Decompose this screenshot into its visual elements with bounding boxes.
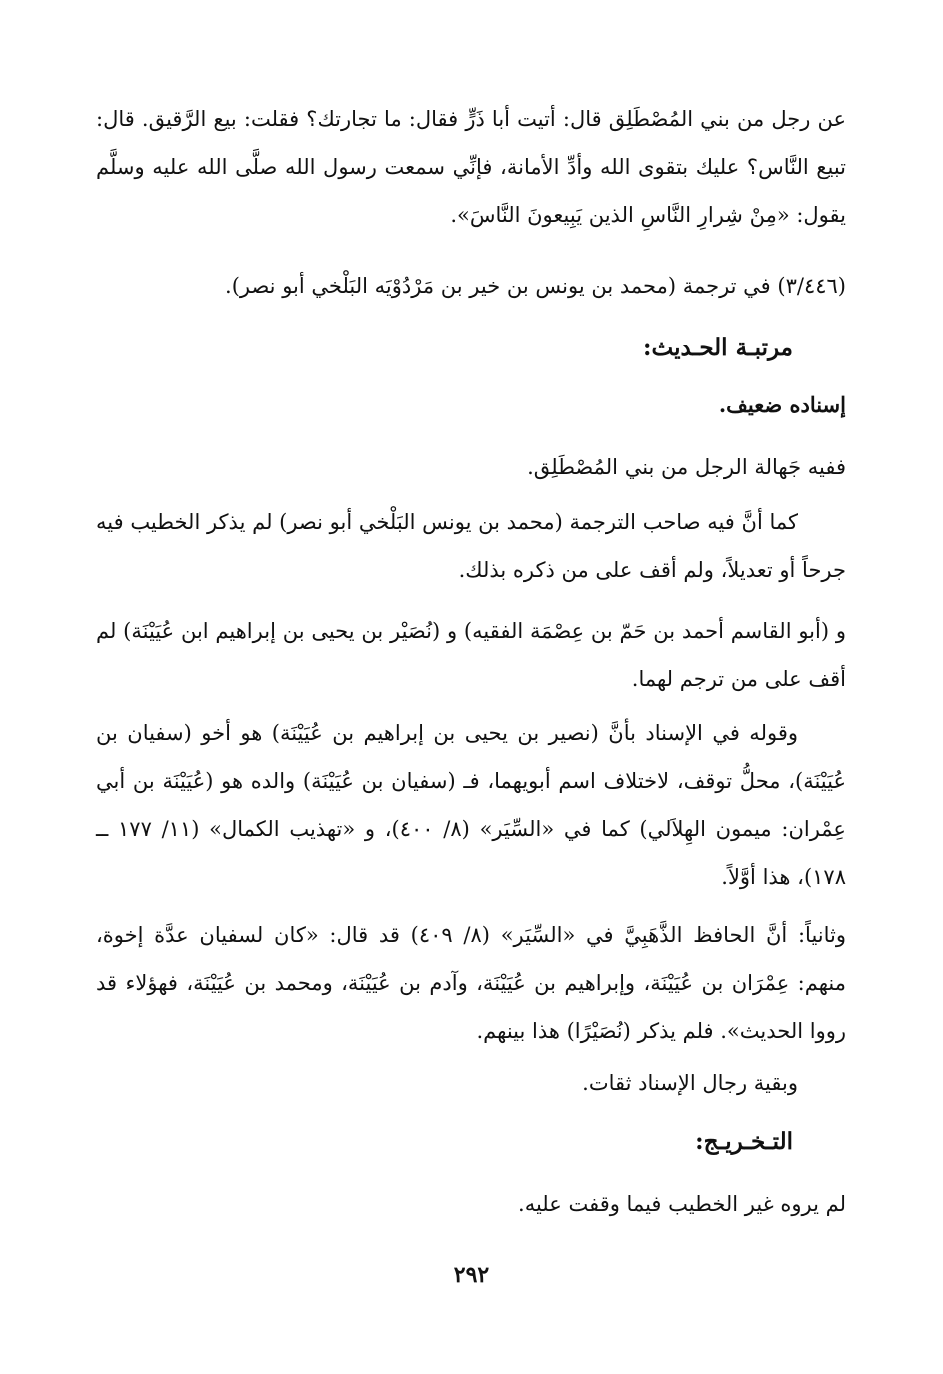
paragraph-takhrij: لم يروه غير الخطيب فيما وقفت عليه. [518, 1192, 846, 1216]
hadith-paragraph: عن رجل من بني المُصْطَلِق قال: أتيت أبا ذَرٍّ فقال: ما تجارتك؟ فقلت: بيع الرَّقيق. قال: تبيع النَّاس؟ عليك بتقوى الله وأدِّ الأمانة، فإنِّي سمعت رسول الله صلَّى الله عليه وسلَّم يقول: «مِنْ شِرارِ النَّاسِ الذين يَبِيعونَ النَّاسَ». [96, 107, 846, 227]
paragraph-remaining-narrators: وبقية رجال الإسناد ثقات. [582, 1071, 798, 1095]
page-number: ٢٩٢ [453, 1262, 490, 1288]
paragraph-translation-subject: كما أنَّ فيه صاحب الترجمة (محمد بن يونس البَلْخي أبو نصر) لم يذكر الخطيب فيه جرحاً أو تعديلاً، ولم أقف على من ذكره بذلك. [96, 510, 846, 582]
paragraph-first-point: وقوله في الإسناد بأنَّ (نصير بن يحيى بن إبراهيم بن عُيَيْنَة) هو أخو (سفيان بن عُيَيْنَة)، محلُّ توقف، لاختلاف اسم أبويهما، فـ (سفيان بن عُيَيْنَة) والده هو (عُيَيْنَة بن أبي عِمْران: ميمون الهِلاَلي) كما في «السِّيَر» (٨/ ٤٠٠)، و «تهذيب الكمال» (١١/ ١٧٧ ــ ١٧٨)، هذا أوَّلاً. [96, 721, 846, 889]
paragraph-narrators: و (أبو القاسم أحمد بن حَمّ بن عِصْمَة الفقيه) و (نُصَيْر بن يحيى بن إبراهيم ابن عُيَيْنَة) لم أقف على من ترجم لهما. [96, 619, 846, 691]
reference-paragraph: (٣/٤٤٦) في ترجمة (محمد بن يونس بن خير بن مَرْدُوْيَه البَلْخي أبو نصر). [225, 274, 846, 298]
heading-hadith-rank: مرتبـة الحـديث: [643, 334, 793, 361]
isnad-verdict: إسناده ضعيف. [718, 392, 846, 417]
heading-takhrij: التـخـريـج: [695, 1128, 793, 1155]
paragraph-unknown-man: ففيه جَهالة الرجل من بني المُصْطَلِق. [527, 455, 846, 479]
paragraph-second-point: وثانياً: أنَّ الحافظ الذَّهَبِيَّ في «السِّيَر» (٨/ ٤٠٩) قد قال: «كان لسفيان عدَّة إخوة، منهم: عِمْرَان بن عُيَيْنَة، وإبراهيم بن عُيَيْنَة، وآدم بن عُيَيْنَة، ومحمد بن عُيَيْنَة، فهؤلاء قد رووا الحديث». فلم يذكر (نُصَيْرًا) هذا بينهم. [96, 923, 847, 1043]
